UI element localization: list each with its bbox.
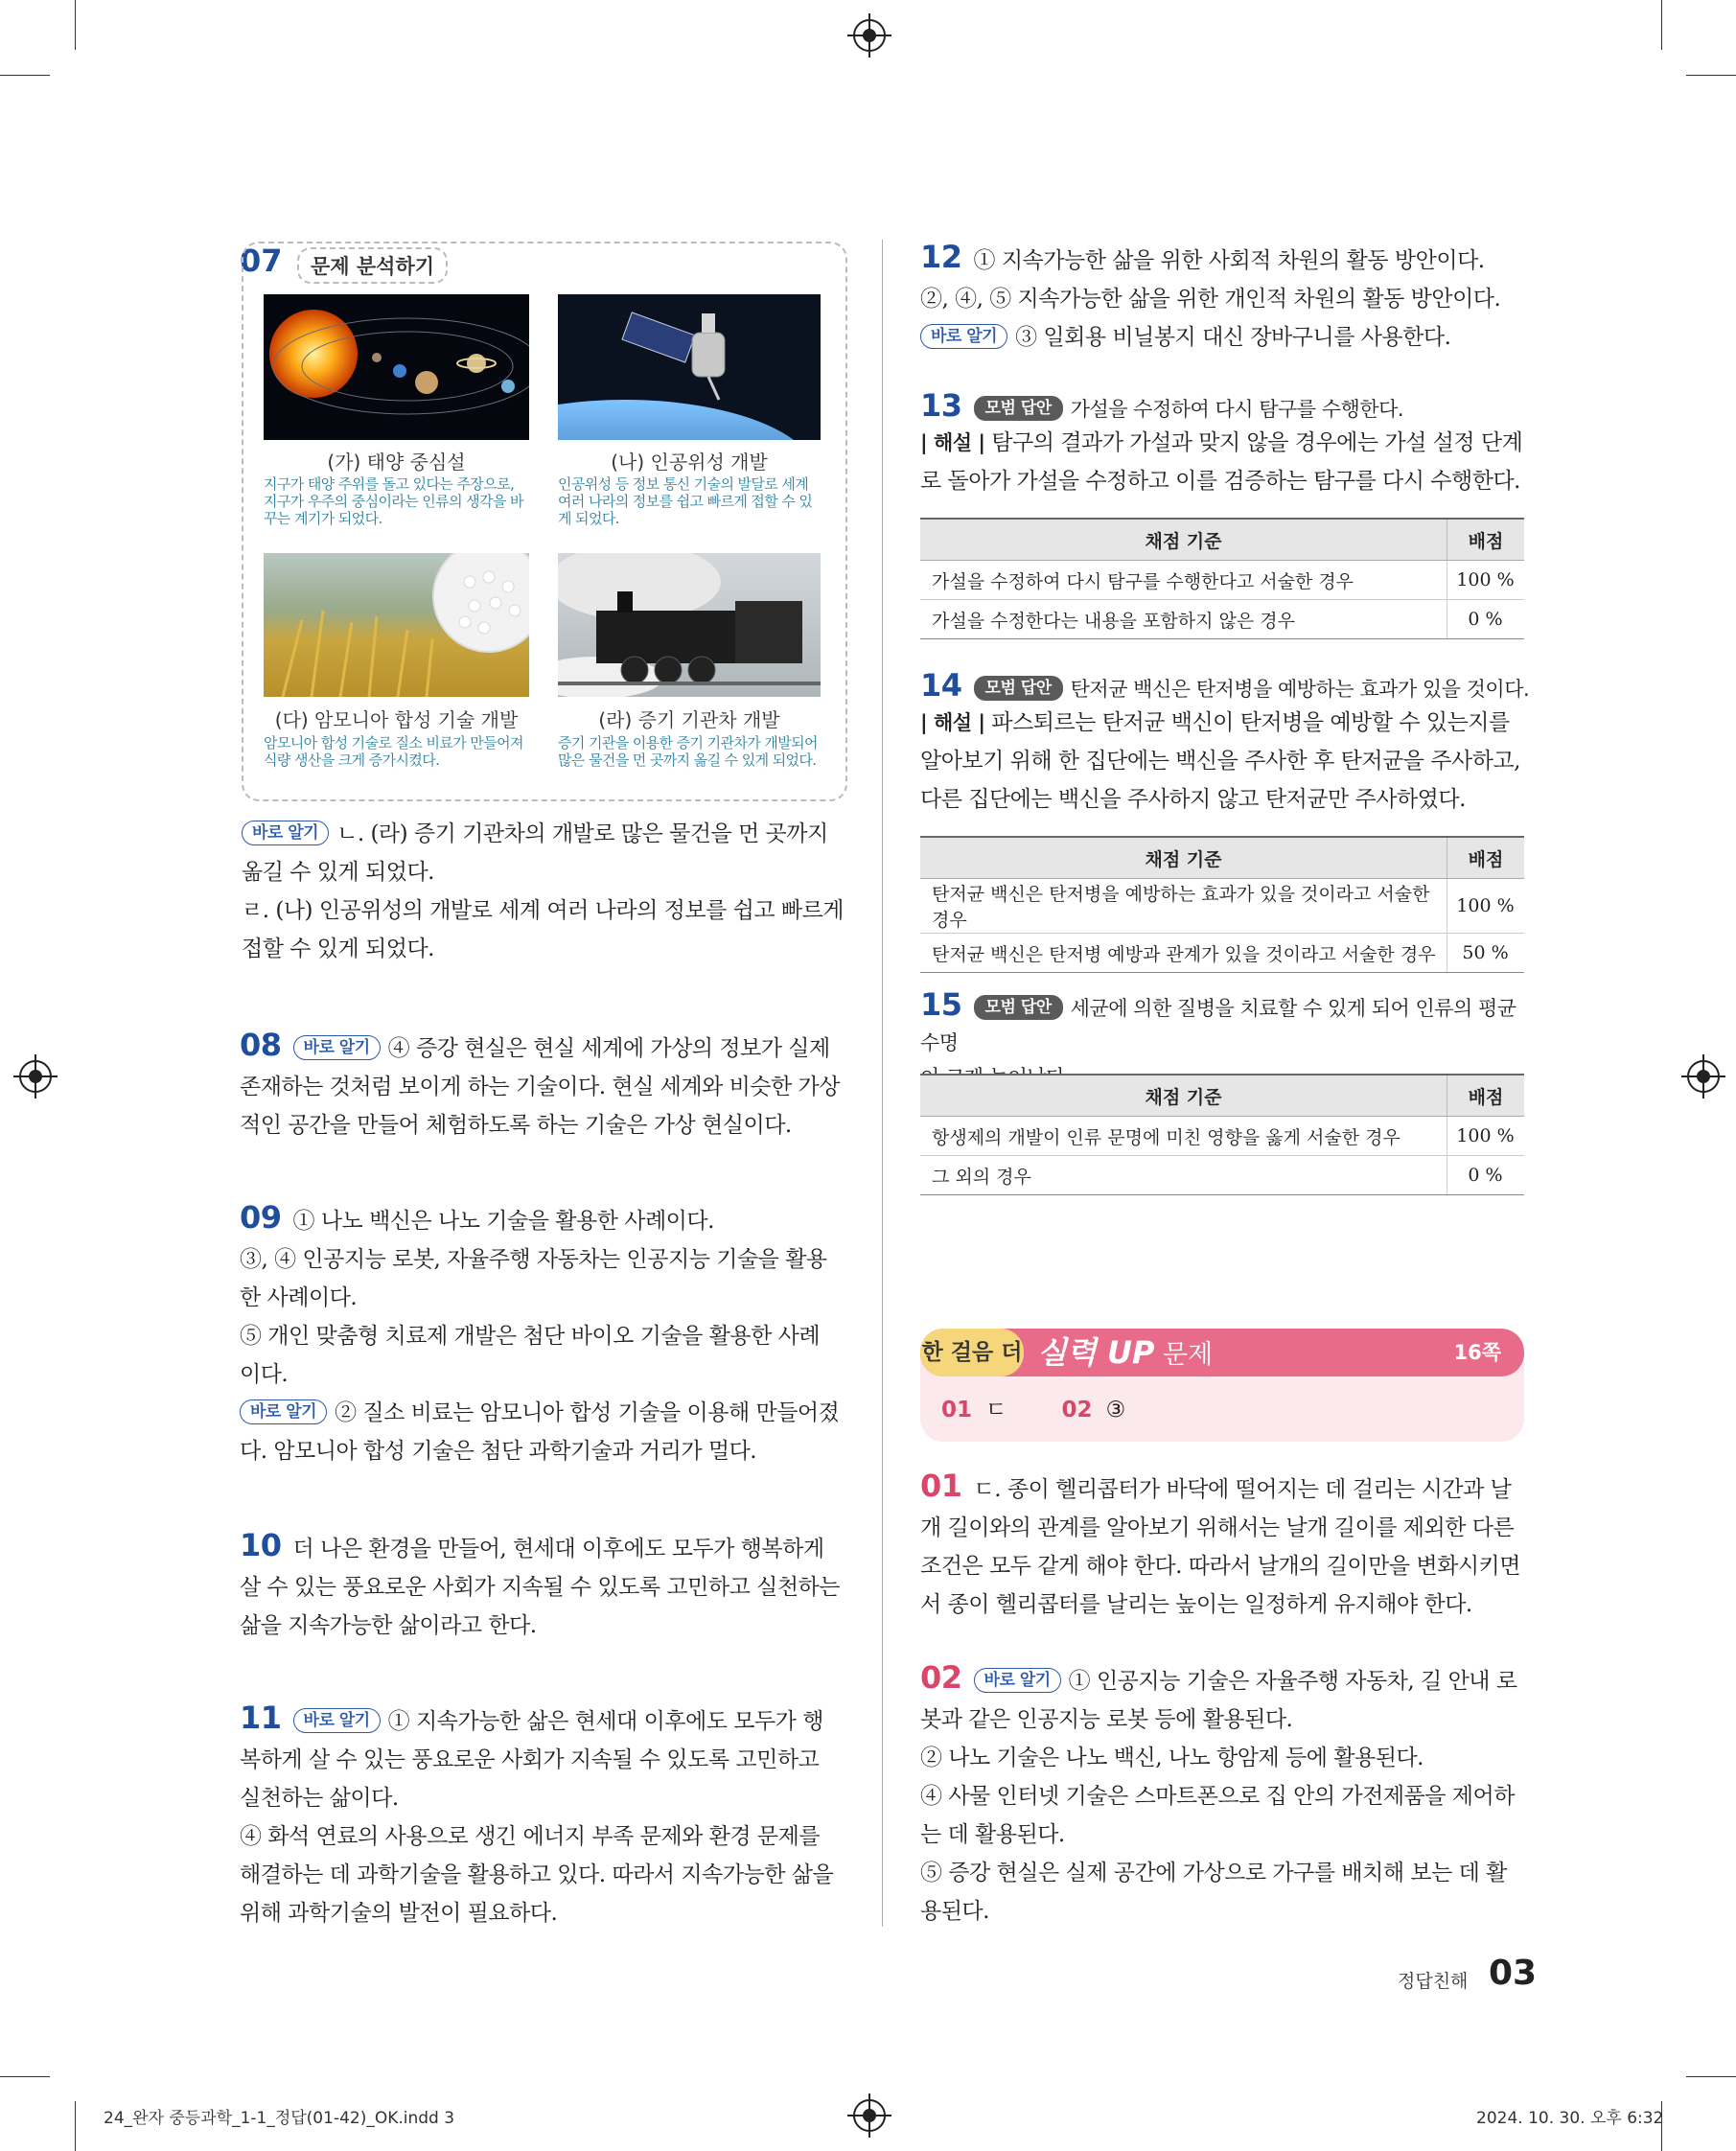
solar-system-image xyxy=(264,294,529,440)
table-row: 탄저균 백신은 탄저병 예방과 관계가 있을 것이라고 서술한 경우 50 % xyxy=(920,934,1524,973)
crop-mark xyxy=(0,75,50,76)
question-11: 11 바로 알기 ① 지속가능한 삶은 현세대 이후에도 모두가 행 복하게 살 수 있는 풍요로운 사회가 지속될 수 있도록 고민하고 실천하는 삶이다. ④ 화석 연료의 사용으로 생긴 에너지 부족 문제와 환경 문제를 해결하는 데 과학기술을 활용하고 있다. 따라서 지속가능한 삶을 위해 과학기술의 발전이 필요하다. xyxy=(240,1700,834,1926)
panel-caption: (라) 증기 기관차 개발 xyxy=(598,708,780,731)
model-answer-badge: 모범 답안 xyxy=(974,995,1063,1020)
question-14: 14 모범 답안 탄저균 백신은 탄저병을 예방하는 효과가 있을 것이다. | 해설 | 파스퇴르는 탄저균 백신이 탄저병을 예방할 수 있는지를 알아보기 위해 한 집단에는 백신을 주사한 후 탄저균을 주사하고, 다른 집단에는 백신을 주사하지 않고 탄저균만 주사하였다. xyxy=(920,667,1530,812)
print-slug-left: 24_완자 중등과학_1-1_정답(01-42)_OK.indd 3 xyxy=(104,2109,455,2128)
banner-title: 실력 UP 문제 xyxy=(1037,1334,1214,1371)
registration-mark-icon xyxy=(853,2099,886,2132)
panel-description: 증기 기관을 이용한 증기 기관차가 개발되어 많은 물건을 먼 곳까지 옮길 수 있게 되었다. xyxy=(558,734,818,769)
table-row: 가설을 수정하여 다시 탐구를 수행한다고 서술한 경우 100 % xyxy=(920,561,1524,600)
baro-algi-badge: 바로 알기 xyxy=(242,821,329,845)
crop-mark xyxy=(75,2101,76,2151)
panel-description: 암모니아 합성 기술로 질소 비료가 만들어져 식량 생산을 크게 증가시켰다. xyxy=(264,734,523,769)
scoring-table-14: 채점 기준 배점 탄저균 백신은 탄저병을 예방하는 효과가 있을 것이라고 서술한 경우 100 % 탄저균 백신은 탄저병 예방과 관계가 있을 것이라고 서술한 경우 50 % xyxy=(920,836,1524,973)
baro-algi-badge: 바로 알기 xyxy=(293,1035,381,1060)
page-number: 03 xyxy=(1489,1954,1538,1993)
registration-mark-icon xyxy=(1687,1060,1720,1093)
registration-mark-icon xyxy=(19,1060,52,1093)
registration-mark-icon xyxy=(853,19,886,52)
question-10: 10 더 나은 환경을 만들어, 현세대 이후에도 모두가 행복하게 살 수 있는 풍요로운 사회가 지속될 수 있도록 고민하고 실천하는 삶을 지속가능한 삶이라고 한다. xyxy=(240,1527,840,1638)
crop-mark xyxy=(0,2076,50,2077)
crop-mark xyxy=(1686,75,1736,76)
baro-algi-badge: 바로 알기 xyxy=(920,324,1007,349)
baro-algi-badge: 바로 알기 xyxy=(974,1668,1061,1693)
panel-caption: (가) 태양 중심설 xyxy=(327,451,466,474)
model-answer-badge: 모범 답안 xyxy=(974,676,1063,701)
question-08: 08 바로 알기 ④ 증강 현실은 현실 세계에 가상의 정보가 실제 존재하는 것처럼 보이게 하는 기술이다. 현실 세계와 비슷한 가상 적인 공간을 만들어 체험하도록 하는 기술은 가상 현실이다. xyxy=(240,1027,840,1138)
question-12: 12 ① 지속가능한 삶을 위한 사회적 차원의 활동 방안이다. ②, ④, ⑤ 지속가능한 삶을 위한 개인적 차원의 활동 방안이다. 바로 알기 ③ 일회용 비닐봉지 대신 장바구니를 사용한다. xyxy=(920,239,1501,350)
rice-field-image xyxy=(264,553,529,697)
table-row: 가설을 수정한다는 내용을 포함하지 않은 경우 0 % xyxy=(920,600,1524,639)
analysis-title: 문제 분석하기 xyxy=(297,247,448,284)
scoring-table-13: 채점 기준 배점 가설을 수정하여 다시 탐구를 수행한다고 서술한 경우 100 % 가설을 수정한다는 내용을 포함하지 않은 경우 0 % xyxy=(920,518,1524,639)
skill-up-question-02: 02 바로 알기 ① 인공지능 기술은 자율주행 자동차, 길 안내 로 봇과 같은 인공지능 로봇 등에 활용된다. ② 나노 기술은 나노 백신, 나노 항암제 등에 활용된다. ④ 사물 인터넷 기술은 스마트폰으로 집 안의 가전제품을 제어하 는 데 활용된다. ⑤ 증강 현실은 실제 공간에 가상으로 가구를 배치해 보는 데 활 용된다. xyxy=(920,1659,1517,1924)
crop-mark xyxy=(1686,2076,1736,2077)
panel-caption: (나) 인공위성 개발 xyxy=(611,451,768,474)
scoring-table-15: 채점 기준 배점 항생제의 개발이 인류 문명에 미친 영향을 옳게 서술한 경우 100 % 그 외의 경우 0 % xyxy=(920,1074,1524,1195)
skill-up-banner xyxy=(920,1329,1524,1442)
crop-mark xyxy=(75,0,76,50)
banner-page-ref: 16쪽 xyxy=(1453,1341,1501,1364)
banner-answers: 01 ㄷ 02 ③ xyxy=(941,1398,1126,1422)
question-13: 13 모범 답안 가설을 수정하여 다시 탐구를 수행한다. | 해설 | 탐구의 결과가 가설과 맞지 않을 경우에는 가설 설정 단계 로 돌아가 가설을 수정하고 이를 검증하는 탐구를 다시 수행한다. xyxy=(920,387,1523,494)
column-divider xyxy=(882,240,883,1927)
question-07-explanation: 바로 알기 ㄴ. (라) 증기 기관차의 개발로 많은 물건을 먼 곳까지 옮길 수 있게 되었다. ㄹ. (나) 인공위성의 개발로 세계 여러 나라의 정보를 쉽고 빠르게 접할 수 있게 되었다. xyxy=(242,821,845,961)
question-15: 15 모범 답안 세균에 의한 질병을 치료할 수 있게 되어 인류의 평균 수명 xyxy=(920,986,1516,1054)
panel-description: 인공위성 등 정보 통신 기술의 발달로 세계 여러 나라의 정보를 쉽고 빠르게 접할 수 있게 되었다. xyxy=(558,475,813,527)
print-slug-right: 2024. 10. 30. 오후 6:32 xyxy=(1476,2109,1664,2128)
satellite-image xyxy=(558,294,821,440)
table-row: 그 외의 경우 0 % xyxy=(920,1156,1524,1195)
question-07-number: 07 xyxy=(240,243,283,279)
crop-mark xyxy=(1661,0,1662,50)
panel-description: 지구가 태양 주위를 돌고 있다는 주장으로, 지구가 우주의 중심이라는 인류의 생각을 바꾸는 계기가 되었다. xyxy=(264,475,523,527)
baro-algi-badge: 바로 알기 xyxy=(293,1708,381,1733)
table-row: 탄저균 백신은 탄저병을 예방하는 효과가 있을 것이라고 서술한 경우 100 % xyxy=(920,879,1524,934)
steam-locomotive-image xyxy=(558,553,821,697)
question-09: 09 ① 나노 백신은 나노 기술을 활용한 사례이다. ③, ④ 인공지능 로봇, 자율주행 자동차는 인공지능 기술을 활용 한 사례이다. ⑤ 개인 맞춤형 치료제 개발은 첨단 바이오 기술을 활용한 사례 이다. 바로 알기 ② 질소 비료는 암모니아 합성 기술을 이용해 만들어졌 다. 암모니아 합성 기술은 첨단 과학기술과 거리가 멀다. xyxy=(240,1199,840,1464)
footer-label: 정답친해 xyxy=(1398,1971,1469,1992)
panel-caption: (다) 암모니아 합성 기술 개발 xyxy=(274,708,519,731)
baro-algi-badge: 바로 알기 xyxy=(240,1399,327,1424)
skill-up-question-01: 01 ㄷ. 종이 헬리콥터가 바닥에 떨어지는 데 걸리는 시간과 날 개 길이와의 관계를 알아보기 위해서는 날개 길이를 제외한 다른 조건은 모두 같게 해야 한다. 따라서 날개의 길이만을 변화시키면 서 종이 헬리콥터를 날리는 높이는 일정하게 유지해야 한다. xyxy=(920,1468,1520,1617)
table-row: 항생제의 개발이 인류 문명에 미친 영향을 옳게 서술한 경우 100 % xyxy=(920,1117,1524,1156)
banner-tag: 한 걸음 더 xyxy=(920,1329,1024,1376)
model-answer-badge: 모범 답안 xyxy=(974,396,1063,421)
